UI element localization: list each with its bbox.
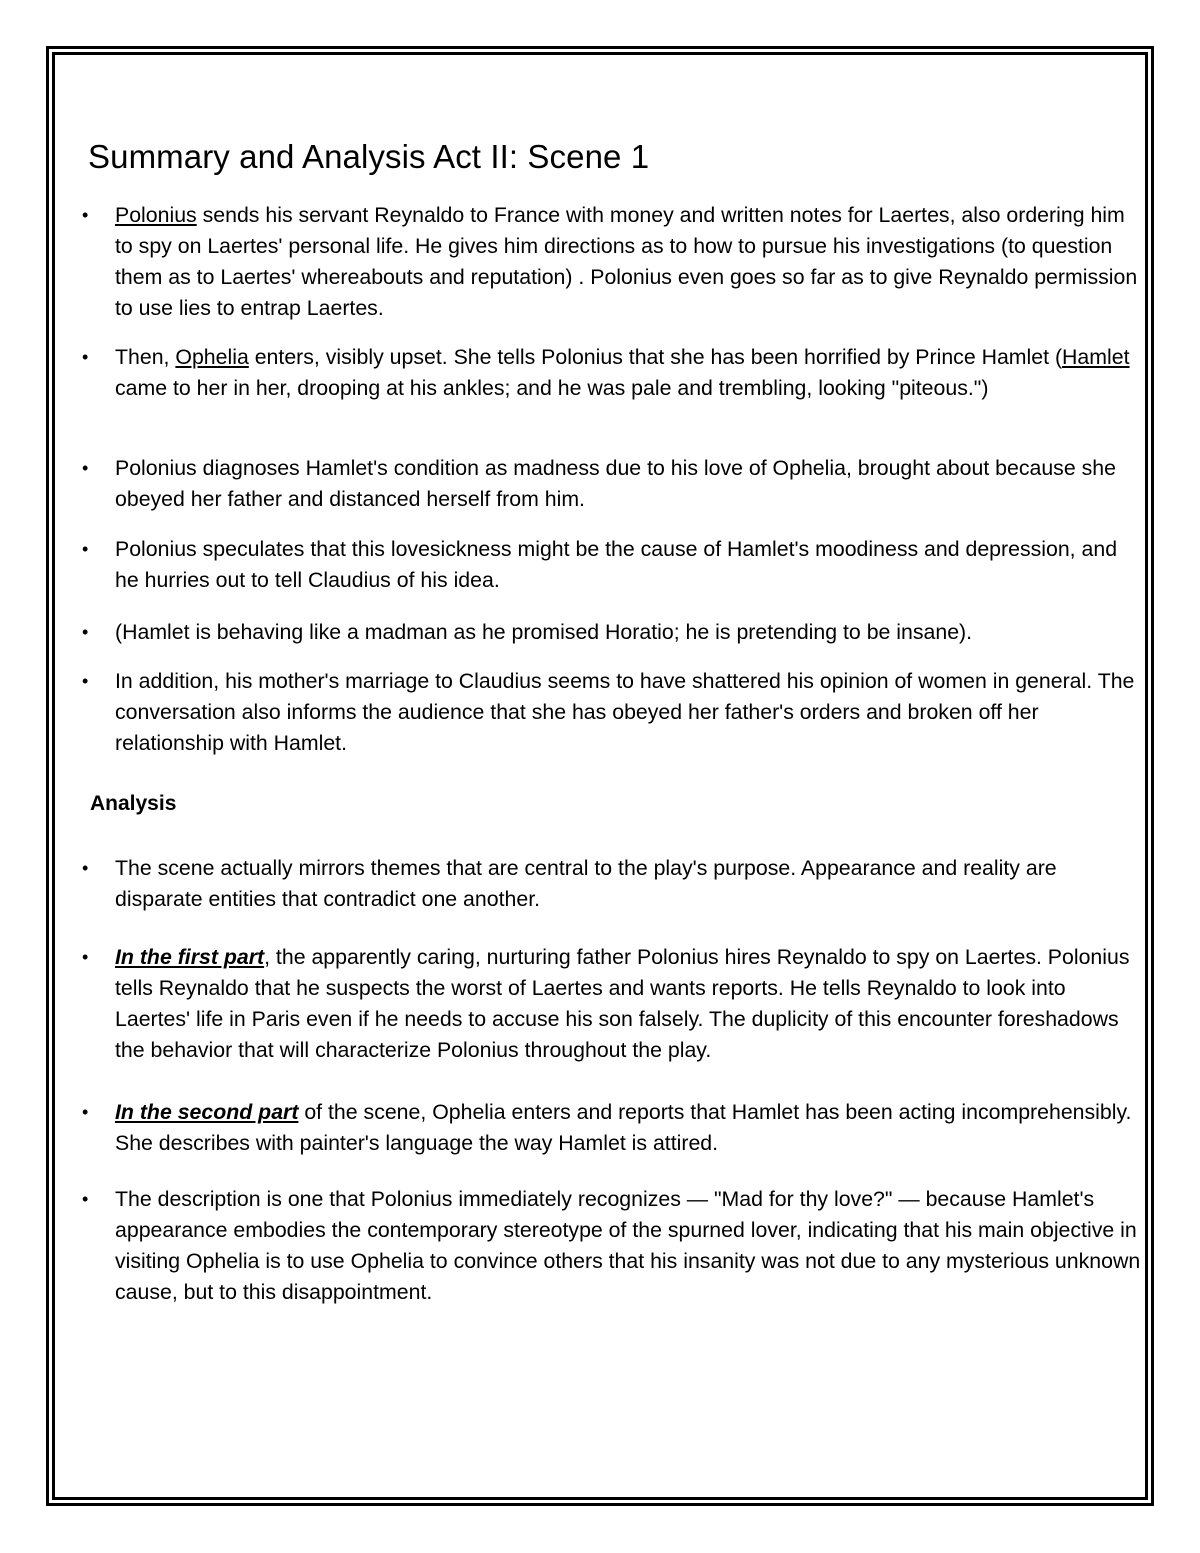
bullet-icon: •: [82, 671, 89, 691]
list-item-text: sends his servant Reynaldo to France with money and written notes for Laertes, also ordering him to spy on Laertes' personal life. He gives him directions as to how to pursue his investigations (to question them as to Laertes' whereabouts and reputation) . Polonius even goes so far as to give Reynaldo permission to use lies to entrap Laertes.: [115, 203, 1138, 320]
page-title: Summary and Analysis Act II: Scene 1: [88, 138, 650, 175]
list-item-text: The description is one that Polonius immediately recognizes — "Mad for thy love?" — because Hamlet's appearance embodies the contemporary stereotype of the spurned lover, indicating that his main objective in visiting Ophelia is to use Ophelia to convince others that his insanity was not due to any mysterious unknown cause, but to this disappointment.: [115, 1187, 1141, 1304]
analysis-heading: Analysis: [90, 792, 177, 815]
list-item-text: Polonius speculates that this lovesickness might be the cause of Hamlet's moodiness and depression, and he hurries out to tell Claudius of his idea.: [115, 537, 1118, 592]
bullet-icon: •: [82, 947, 89, 967]
bullet-icon: •: [82, 539, 89, 559]
list-item: [0, 453, 1200, 515]
list-item-text: (Hamlet is behaving like a madman as he promised Horatio; he is pretending to be insane).: [115, 620, 973, 644]
list-item: [0, 666, 1200, 759]
list-item: [0, 342, 1200, 404]
list-item: [0, 1097, 1200, 1159]
first-part-lead: In the first part: [115, 945, 265, 969]
list-item-text: enters, visibly upset. She tells Polonius that she has been horrified by Prince Hamlet (: [248, 345, 1063, 369]
list-item-text: of the scene, Ophelia enters and reports that Hamlet has been acting incomprehensibly. She describes with painter's language the way Hamlet is attired.: [115, 1100, 1132, 1155]
list-item: [0, 942, 1200, 1066]
bullet-icon: •: [82, 205, 89, 225]
hamlet-link[interactable]: Hamlet: [1062, 345, 1130, 369]
ophelia-link[interactable]: Ophelia: [175, 345, 249, 369]
list-item: [0, 200, 1200, 324]
list-item: [0, 853, 1200, 915]
list-item-text: Polonius diagnoses Hamlet's condition as madness due to his love of Ophelia, brought about because she obeyed her father and distanced herself from him.: [115, 456, 1116, 511]
list-item-text: , the apparently caring, nurturing father Polonius hires Reynaldo to spy on Laertes. Polonius tells Reynaldo that he suspects the worst of Laertes and wants reports. He tells Reynaldo to look into Laertes' life in Paris even if he needs to accuse his son falsely. The duplicity of this encounter foreshadows the behavior that will characterize Polonius throughout the play.: [115, 945, 1130, 1062]
list-item: [0, 534, 1200, 596]
list-item-text: In addition, his mother's marriage to Claudius seems to have shattered his opinion of women in general. The conversation also informs the audience that she has obeyed her father's orders and broken off her relationship with Hamlet.: [115, 669, 1135, 755]
list-item: [0, 617, 1200, 648]
list-item-text: Then,: [115, 345, 176, 369]
bullet-icon: •: [82, 1102, 89, 1122]
bullet-icon: •: [82, 858, 89, 878]
second-part-lead: In the second part: [115, 1100, 299, 1124]
bullet-icon: •: [82, 458, 89, 478]
bullet-icon: •: [82, 622, 89, 642]
list-item-text: came to her in her, drooping at his ankles; and he was pale and trembling, looking "piteous."): [115, 376, 989, 400]
bullet-icon: •: [82, 1189, 89, 1209]
polonius-link[interactable]: Polonius: [115, 203, 197, 227]
list-item-text: The scene actually mirrors themes that are central to the play's purpose. Appearance and reality are disparate entities that contradict one another.: [115, 856, 1057, 911]
list-item: [0, 1184, 1200, 1308]
bullet-icon: •: [82, 347, 89, 367]
